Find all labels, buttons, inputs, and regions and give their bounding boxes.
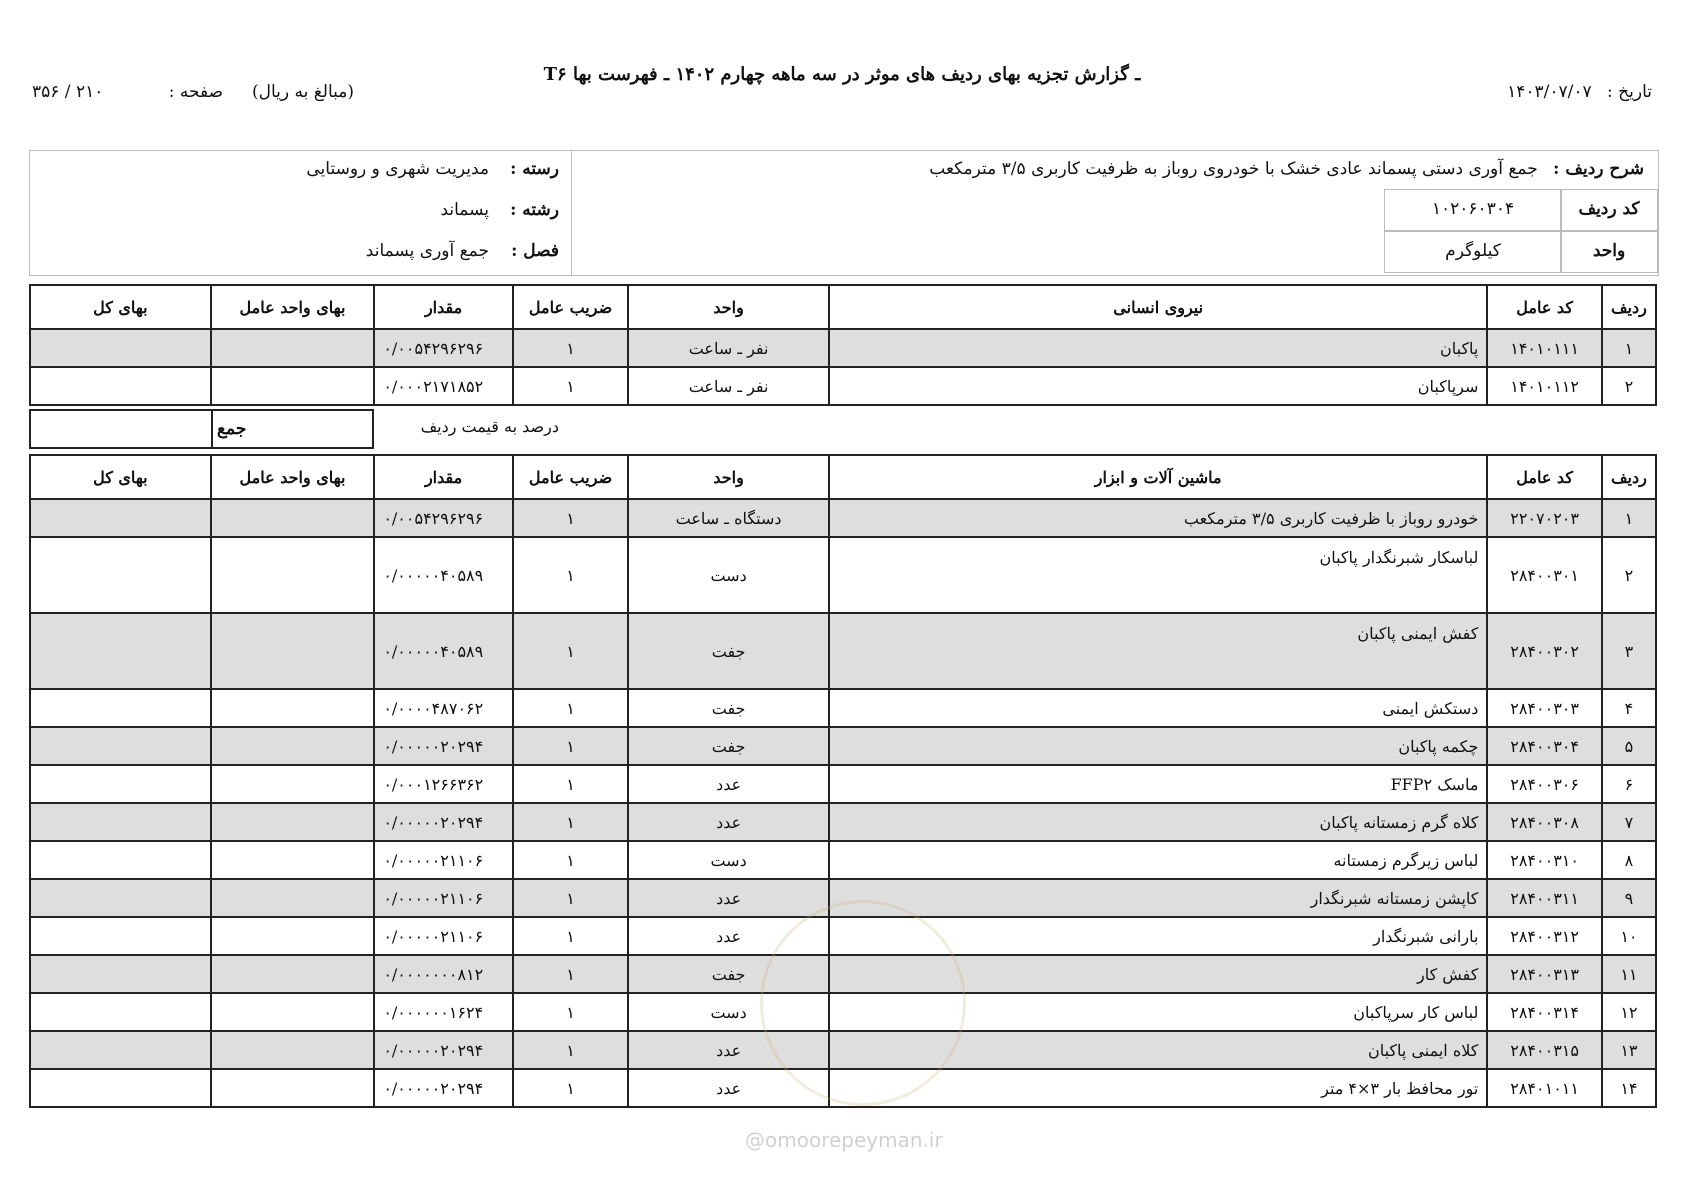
row-total-price [30,613,211,689]
report-title: T۶ ـ گزارش تجزیه بهای ردیف های موثر در سه ماهه چهارم ۱۴۰۲ ـ فهرست بها [543,64,1141,85]
row-name: کلاه ایمنی پاکبان [829,1031,1487,1069]
row-qty: ۰/۰۰۰۰۰۰۰۸۱۲ [374,955,513,993]
row-coef: ۱ [513,689,628,727]
row-qty: ۰/۰۰۰۰۰۲۰۲۹۴ [374,1069,513,1107]
row-name: کلاه گرم زمستانه پاکبان [829,803,1487,841]
row-code: ۲۸۴۰۰۳۰۶ [1487,765,1601,803]
row-name: تور محافظ بار ۳×۴ متر [829,1069,1487,1107]
table-row [30,537,1656,613]
info-divider [571,151,572,275]
col-row-no: ردیف [1602,455,1656,499]
row-unit: عدد [628,917,829,955]
col-qty: مقدار [374,285,513,329]
row-total-price [30,841,211,879]
row-name: چکمه پاکبان [829,727,1487,765]
table-row [30,367,1656,405]
chapter-value: جمع آوری پسماند [365,241,489,261]
watermark-seal [760,900,966,1106]
date-value: ۱۴۰۳/۰۷/۰۷ [1507,82,1592,102]
date-label: تاریخ : [1607,82,1652,102]
labor-sum-row [29,409,1657,447]
row-qty: ۰/۰۰۰۰۰۲۰۲۹۴ [374,1031,513,1069]
desc-value: جمع آوری دستی پسماند عادی خشک با خودروی روباز به ظرفیت کاربری ۳/۵ مترمکعب [929,159,1538,179]
col-machinery: ماشین آلات و ابزار [829,455,1487,499]
col-coef: ضریب عامل [513,285,628,329]
row-qty: ۰/۰۰۰۰۰۴۰۵۸۹ [374,537,513,613]
row-total-price [30,1031,211,1069]
row-qty: ۰/۰۰۰۰۰۲۱۱۰۶ [374,879,513,917]
row-coef: ۱ [513,329,628,367]
col-qty: مقدار [374,455,513,499]
row-unit-price [211,1031,375,1069]
row-unit: جفت [628,955,829,993]
table-row [30,841,1656,879]
row-no: ۳ [1602,613,1656,689]
item-description [929,159,1644,179]
sum-label-cell [209,409,374,449]
col-unit: واحد [628,455,829,499]
branch-value: مدیریت شهری و روستایی [306,159,489,179]
row-total-price [30,803,211,841]
labor-table [29,284,1657,406]
col-code: کد عامل [1487,285,1601,329]
row-unit-price [211,1069,375,1107]
item-info-box [29,150,1659,276]
row-no: ۲ [1602,367,1656,405]
row-unit-price [211,993,375,1031]
row-coef: ۱ [513,841,628,879]
row-qty: ۰/۰۰۰۱۲۶۶۳۶۲ [374,765,513,803]
row-code: ۲۸۴۰۰۳۱۱ [1487,879,1601,917]
labor-header-row [30,285,1656,329]
row-no: ۵ [1602,727,1656,765]
row-qty: ۰/۰۰۰۰۰۴۰۵۸۹ [374,613,513,689]
amount-note: (مبالغ به ریال) [252,82,355,102]
row-unit-price [211,689,375,727]
row-code: ۲۸۴۰۰۳۰۳ [1487,689,1601,727]
row-name: کفش کار [829,955,1487,993]
row-unit: نفر ـ ساعت [628,329,829,367]
chapter-label: فصل : [511,241,559,261]
row-coef: ۱ [513,765,628,803]
row-code: ۲۸۴۰۰۳۰۱ [1487,537,1601,613]
field-value: پسماند [440,200,489,220]
row-unit: نفر ـ ساعت [628,367,829,405]
row-qty: ۰/۰۰۰۰۰۲۱۱۰۶ [374,917,513,955]
row-coef: ۱ [513,879,628,917]
row-name: پاکبان [829,329,1487,367]
row-coef: ۱ [513,727,628,765]
row-name: سرپاکبان [829,367,1487,405]
row-unit-price [211,917,375,955]
row-coef: ۱ [513,367,628,405]
row-name: لباس زیرگرم زمستانه [829,841,1487,879]
row-qty: ۰/۰۰۵۴۲۹۶۲۹۶ [374,329,513,367]
col-total-price: بهای کل [30,455,211,499]
branch-row [30,151,571,191]
row-coef: ۱ [513,955,628,993]
row-unit-price [211,329,375,367]
row-no: ۲ [1602,537,1656,613]
row-code: ۲۸۴۰۰۳۰۸ [1487,803,1601,841]
col-labor: نیروی انسانی [829,285,1487,329]
row-unit: جفت [628,613,829,689]
row-unit: جفت [628,689,829,727]
code-value: ۱۰۲۰۶۰۳۰۴ [1384,189,1562,231]
row-code: ۲۸۴۰۰۳۱۰ [1487,841,1601,879]
row-no: ۸ [1602,841,1656,879]
table-row [30,499,1656,537]
row-coef: ۱ [513,537,628,613]
row-no: ۱۰ [1602,917,1656,955]
row-total-price [30,955,211,993]
table-row [30,765,1656,803]
table-row [30,613,1656,689]
col-unit-price: بهای واحد عامل [211,285,375,329]
watermark-text: @omoorepeyman.ir [745,1128,943,1152]
row-no: ۴ [1602,689,1656,727]
row-name: دستکش ایمنی [829,689,1487,727]
row-unit: عدد [628,879,829,917]
row-coef: ۱ [513,993,628,1031]
row-name: خودرو روباز با ظرفیت کاربری ۳/۵ مترمکعب [829,499,1487,537]
row-no: ۱ [1602,499,1656,537]
row-unit-price [211,367,375,405]
row-qty: ۰/۰۰۵۴۲۹۶۲۹۶ [374,499,513,537]
row-qty: ۰/۰۰۰۰۰۲۱۱۰۶ [374,841,513,879]
row-unit: دست [628,993,829,1031]
row-unit: دستگاه ـ ساعت [628,499,829,537]
row-no: ۱۲ [1602,993,1656,1031]
row-unit-price [211,955,375,993]
row-total-price [30,993,211,1031]
row-total-price [30,727,211,765]
field-label: رشته : [510,200,559,220]
row-name: کفش ایمنی پاکبان [829,613,1487,689]
row-unit-price [211,499,375,537]
row-unit-price [211,765,375,803]
row-unit-price [211,841,375,879]
row-no: ۱ [1602,329,1656,367]
unit-label: واحد [1560,231,1658,273]
row-name: ماسک FFP۲ [829,765,1487,803]
table-row [30,689,1656,727]
chapter-row [30,233,571,273]
row-total-price [30,329,211,367]
row-unit: عدد [628,1069,829,1107]
row-qty: ۰/۰۰۰۲۱۷۱۸۵۲ [374,367,513,405]
row-unit: دست [628,841,829,879]
row-unit-price [211,613,375,689]
row-code: ۲۸۴۰۰۳۰۲ [1487,613,1601,689]
row-total-price [30,499,211,537]
page-value: ۲۱۰ / ۳۵۶ [32,82,104,102]
row-no: ۱۳ [1602,1031,1656,1069]
row-no: ۱۴ [1602,1069,1656,1107]
row-unit: عدد [628,1031,829,1069]
row-code: ۲۸۴۰۰۳۱۴ [1487,993,1601,1031]
row-code: ۲۸۴۰۰۳۱۵ [1487,1031,1601,1069]
page-label: صفحه : [168,82,224,102]
row-code: ۱۴۰۱۰۱۱۱ [1487,329,1601,367]
row-name: لباس کار سرپاکبان [829,993,1487,1031]
row-qty: ۰/۰۰۰۰۰۲۰۲۹۴ [374,803,513,841]
branch-label: رسته : [510,159,559,179]
row-no: ۹ [1602,879,1656,917]
row-total-price [30,917,211,955]
row-coef: ۱ [513,917,628,955]
col-code: کد عامل [1487,455,1601,499]
row-name: کاپشن زمستانه شبرنگدار [829,879,1487,917]
row-unit-price [211,879,375,917]
col-unit-price: بهای واحد عامل [211,455,375,499]
sum-label: جمع [217,419,247,439]
row-code: ۲۲۰۷۰۲۰۳ [1487,499,1601,537]
row-coef: ۱ [513,613,628,689]
row-unit-price [211,537,375,613]
row-coef: ۱ [513,803,628,841]
row-total-price [30,765,211,803]
row-unit: عدد [628,803,829,841]
pct-label: درصد به قیمت ردیف [420,417,559,436]
row-no: ۱۱ [1602,955,1656,993]
row-total-price [30,1069,211,1107]
code-label: کد ردیف [1560,189,1658,231]
field-row [30,192,571,232]
col-row-no: ردیف [1602,285,1656,329]
row-unit-price [211,803,375,841]
row-code: ۲۸۴۰۰۳۰۴ [1487,727,1601,765]
row-coef: ۱ [513,499,628,537]
row-total-price [30,537,211,613]
unit-value: کیلوگرم [1384,231,1562,273]
col-unit: واحد [628,285,829,329]
row-unit-price [211,727,375,765]
desc-label: شرح ردیف : [1553,159,1644,179]
row-total-price [30,879,211,917]
machinery-header-row [30,455,1656,499]
col-total-price: بهای کل [30,285,211,329]
row-qty: ۰/۰۰۰۰۰۰۱۶۲۴ [374,993,513,1031]
table-row [30,329,1656,367]
row-total-price [30,689,211,727]
row-code: ۲۸۴۰۰۳۱۲ [1487,917,1601,955]
row-coef: ۱ [513,1031,628,1069]
row-qty: ۰/۰۰۰۰۴۸۷۰۶۲ [374,689,513,727]
sum-total-cell [29,409,213,449]
row-unit: جفت [628,727,829,765]
report-date [1507,82,1652,102]
row-name: لباسکار شبرنگدار پاکبان [829,537,1487,613]
row-no: ۷ [1602,803,1656,841]
row-coef: ۱ [513,1069,628,1107]
row-code: ۲۸۴۰۰۳۱۳ [1487,955,1601,993]
row-code: ۱۴۰۱۰۱۱۲ [1487,367,1601,405]
row-unit: دست [628,537,829,613]
table-row [30,727,1656,765]
row-name: بارانی شبرنگدار [829,917,1487,955]
table-row [30,803,1656,841]
page-indicator [32,82,223,102]
row-code: ۲۸۴۰۱۰۱۱ [1487,1069,1601,1107]
row-unit: عدد [628,765,829,803]
row-total-price [30,367,211,405]
col-coef: ضریب عامل [513,455,628,499]
row-no: ۶ [1602,765,1656,803]
row-qty: ۰/۰۰۰۰۰۲۰۲۹۴ [374,727,513,765]
